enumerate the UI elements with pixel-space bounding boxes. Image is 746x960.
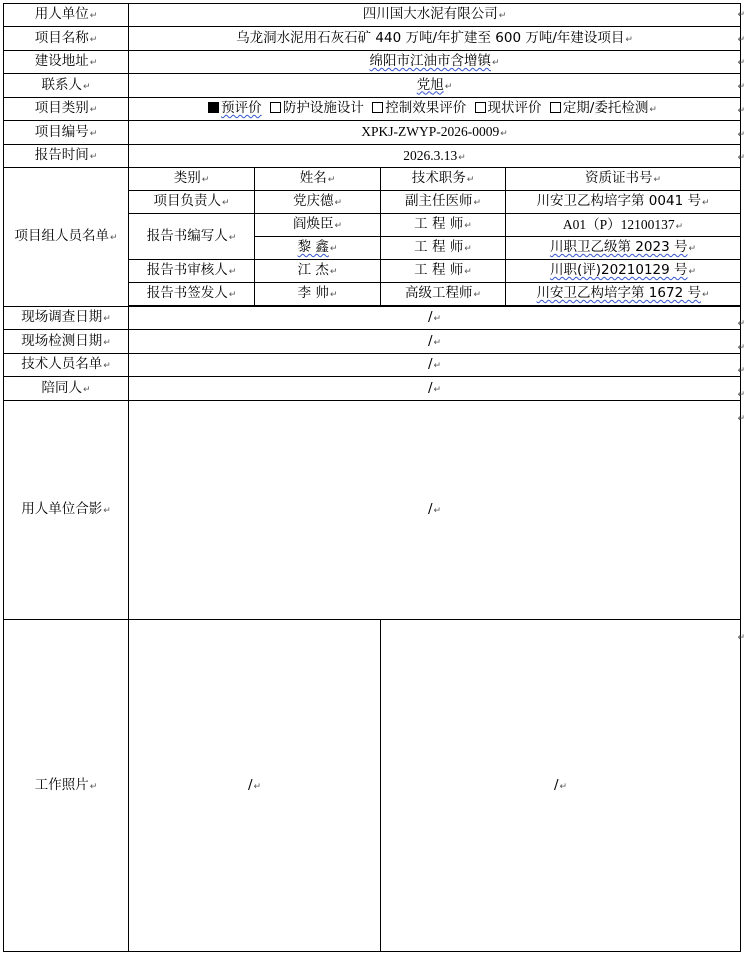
team-member-name: 黎 鑫↵ bbox=[255, 237, 381, 260]
team-member-title: 工 程 师↵ bbox=[381, 214, 506, 237]
category-option-periodic-detection[interactable]: 定期/委托检测↵ bbox=[550, 100, 657, 116]
row-survey-date bbox=[4, 307, 741, 330]
project-name-value: 乌龙洞水泥用石灰石矿 440 万吨/年扩建至 600 万吨/年建设项目↵ bbox=[129, 27, 741, 51]
address-value: 绵阳市江油市含增镇↵ bbox=[129, 51, 741, 74]
work-photo-right: /↵ bbox=[381, 620, 741, 952]
row-project-no bbox=[4, 121, 741, 145]
row-employer bbox=[4, 4, 741, 27]
report-time-label: 报告时间↵ bbox=[4, 145, 129, 168]
team-member-name: 党庆德↵ bbox=[255, 191, 381, 214]
team-member-name: 阎焕臣↵ bbox=[255, 214, 381, 237]
row-work-photos bbox=[4, 620, 741, 952]
team-header-row bbox=[4, 168, 741, 191]
group-photo-value: /↵ bbox=[129, 401, 741, 620]
team-member-name: 江 杰↵ bbox=[255, 260, 381, 283]
checkbox-empty-icon bbox=[475, 102, 486, 113]
category-label: 项目类别↵ bbox=[4, 98, 129, 121]
survey-date-value: /↵ bbox=[129, 307, 741, 330]
contact-label: 联系人↵ bbox=[4, 74, 129, 98]
row-end-mark: ↵ bbox=[737, 366, 745, 376]
employer-label: 用人单位↵ bbox=[4, 4, 129, 27]
checkbox-empty-icon bbox=[270, 102, 281, 113]
row-end-mark: ↵ bbox=[737, 106, 745, 116]
row-project-name bbox=[4, 27, 741, 51]
team-member-name: 李 帅↵ bbox=[255, 283, 381, 306]
team-member-cert: A01（P）12100137↵ bbox=[506, 214, 741, 237]
row-detection-date bbox=[4, 330, 741, 354]
row-end-mark: ↵ bbox=[737, 319, 745, 329]
escort-value: /↵ bbox=[129, 377, 741, 401]
row-category bbox=[4, 98, 741, 121]
row-end-mark: ↵ bbox=[737, 130, 745, 140]
employer-value: 四川国大水泥有限公司↵ bbox=[129, 4, 741, 27]
category-option-status-evaluation[interactable]: 现状评价 bbox=[475, 100, 542, 116]
address-label: 建设地址↵ bbox=[4, 51, 129, 74]
team-role-reviewer: 报告书审核人↵ bbox=[129, 260, 255, 283]
category-option-protection-design[interactable]: 防护设施设计 bbox=[270, 100, 364, 116]
project-name-label: 项目名称↵ bbox=[4, 27, 129, 51]
row-end-mark: ↵ bbox=[737, 390, 745, 400]
row-report-time bbox=[4, 145, 741, 168]
work-photos-label: 工作照片↵ bbox=[4, 620, 129, 952]
team-member-title: 工 程 师↵ bbox=[381, 260, 506, 283]
technicians-value: /↵ bbox=[129, 354, 741, 377]
project-no-label: 项目编号↵ bbox=[4, 121, 129, 145]
team-role-leader: 项目负责人↵ bbox=[129, 191, 255, 214]
team-label: 项目组人员名单↵ bbox=[4, 168, 129, 307]
team-role-writer: 报告书编写人↵ bbox=[129, 214, 255, 260]
survey-date-label: 现场调查日期↵ bbox=[4, 307, 129, 330]
checkbox-checked-icon bbox=[208, 102, 219, 113]
row-address bbox=[4, 51, 741, 74]
escort-label: 陪同人↵ bbox=[4, 377, 129, 401]
row-end-mark: ↵ bbox=[737, 414, 745, 424]
team-header-category: 类别↵ bbox=[129, 168, 255, 191]
category-option-pre-evaluation[interactable]: 预评价 bbox=[208, 100, 262, 116]
row-end-mark: ↵ bbox=[737, 10, 745, 20]
project-info-form bbox=[3, 3, 741, 952]
detection-date-value: /↵ bbox=[129, 330, 741, 354]
team-role-issuer: 报告书签发人↵ bbox=[129, 283, 255, 306]
category-options bbox=[129, 98, 741, 121]
work-photo-left: /↵ bbox=[129, 620, 381, 952]
team-member-cert: 川安卫乙构培字第 1672 号↵ bbox=[506, 283, 741, 306]
team-member-cert: 川职(评)20210129 号↵ bbox=[506, 260, 741, 283]
category-option-control-effect[interactable]: 控制效果评价 bbox=[372, 100, 466, 116]
checkbox-empty-icon bbox=[550, 102, 561, 113]
group-photo-label: 用人单位合影↵ bbox=[4, 401, 129, 620]
row-end-mark: ↵ bbox=[737, 343, 745, 353]
row-end-mark: ↵ bbox=[737, 58, 745, 68]
row-end-mark: ↵ bbox=[737, 153, 745, 163]
team-member-title: 工 程 师↵ bbox=[381, 237, 506, 260]
report-time-value: 2026.3.13↵ bbox=[129, 145, 741, 168]
team-member-cert: 川职卫乙级第 2023 号↵ bbox=[506, 237, 741, 260]
team-header-cert: 资质证书号↵ bbox=[506, 168, 741, 191]
row-contact bbox=[4, 74, 741, 98]
team-header-title: 技术职务↵ bbox=[381, 168, 506, 191]
team-header-name: 姓名↵ bbox=[255, 168, 381, 191]
row-end-mark: ↵ bbox=[737, 633, 745, 643]
team-member-cert: 川安卫乙构培字第 0041 号↵ bbox=[506, 191, 741, 214]
technicians-label: 技术人员名单↵ bbox=[4, 354, 129, 377]
row-escort bbox=[4, 377, 741, 401]
row-group-photo bbox=[4, 401, 741, 620]
team-member-title: 高级工程师↵ bbox=[381, 283, 506, 306]
row-end-mark: ↵ bbox=[737, 82, 745, 92]
row-technicians bbox=[4, 354, 741, 377]
project-no-value: XPKJ-ZWYP-2026-0009↵ bbox=[129, 121, 741, 145]
detection-date-label: 现场检测日期↵ bbox=[4, 330, 129, 354]
team-member-title: 副主任医师↵ bbox=[381, 191, 506, 214]
checkbox-empty-icon bbox=[372, 102, 383, 113]
contact-value: 党旭↵ bbox=[129, 74, 741, 98]
row-end-mark: ↵ bbox=[737, 35, 745, 45]
